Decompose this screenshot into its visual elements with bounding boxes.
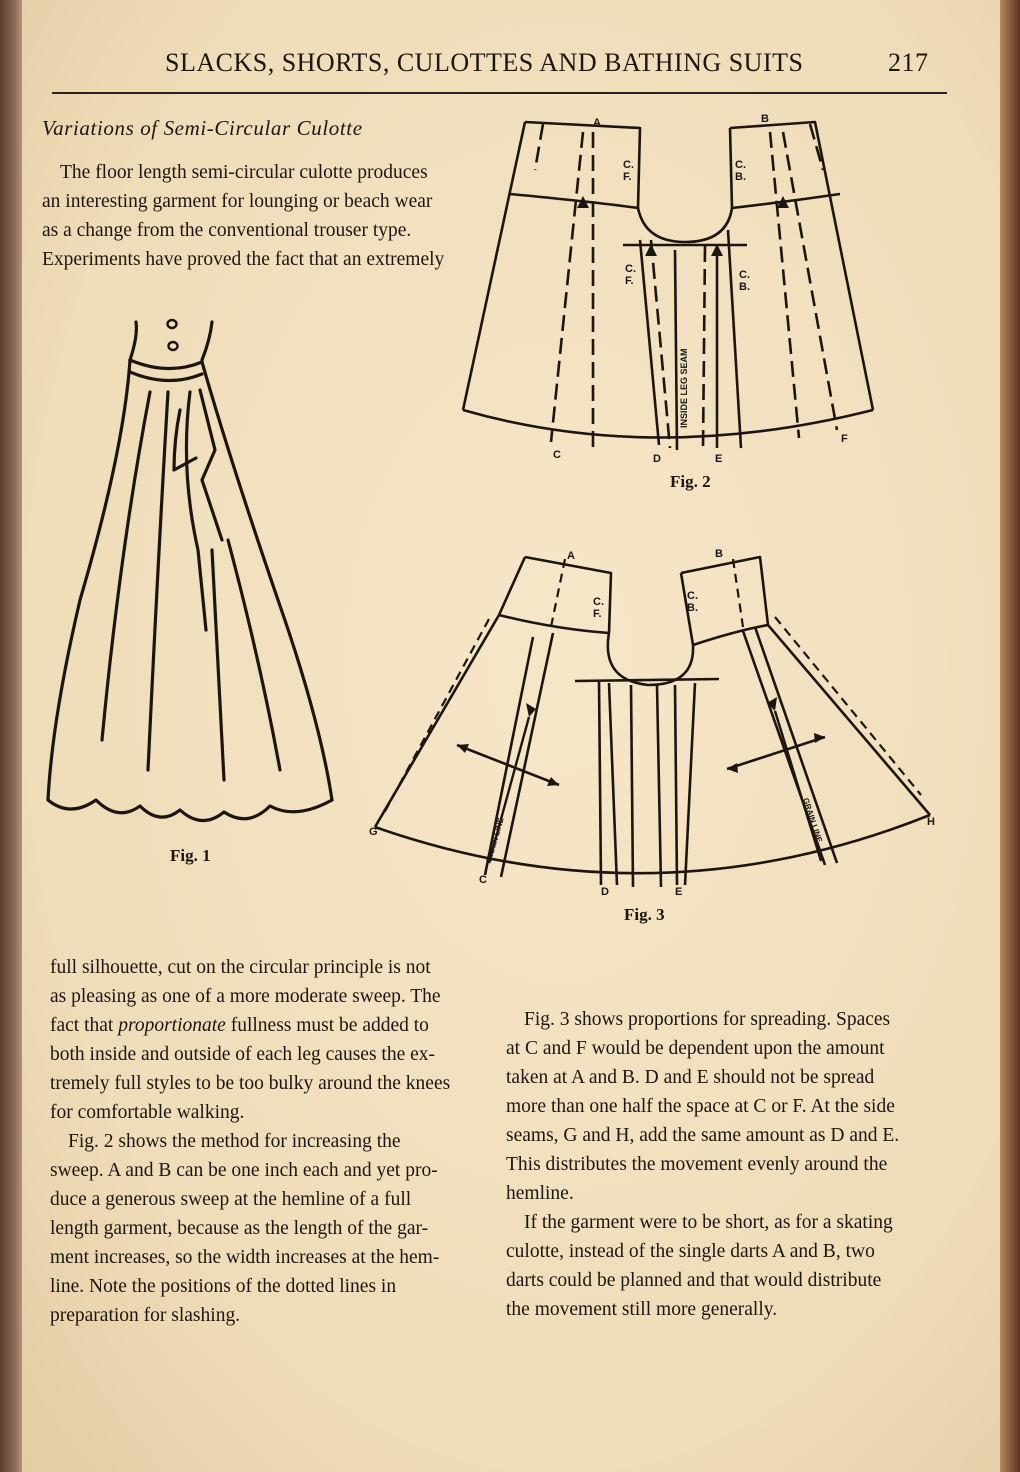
- fig3-cf: C.: [593, 596, 604, 608]
- fig2-cb-mid: C.: [739, 269, 750, 281]
- text-line: culotte, instead of the single darts A and B, two: [506, 1241, 875, 1262]
- page-edge: [1000, 0, 1020, 1472]
- fig2-cb-top: C.: [735, 159, 746, 171]
- fig3-pattern-drawing: [365, 545, 945, 905]
- fig3-label-c: C: [479, 874, 487, 886]
- right-column-text: [506, 1005, 942, 1324]
- fig3-label-g: G: [369, 826, 378, 838]
- text-line: taken at A and B. D and E should not be spread: [506, 1067, 875, 1088]
- fig2-pattern-drawing: [455, 110, 875, 470]
- emphasis-word: proportionate: [118, 1015, 226, 1036]
- fig3-cb: C.: [687, 590, 698, 602]
- text-line: length garment, because as the length of the gar-: [50, 1218, 429, 1239]
- header-rule: [52, 92, 947, 94]
- fig2-label-f: F: [841, 433, 848, 445]
- text-line: full silhouette, cut on the circular principle is not: [50, 957, 431, 978]
- left-column-text: [50, 953, 484, 1330]
- text-line: ment increases, so the width increases at the hem-: [50, 1247, 440, 1268]
- fig1-culotte-drawing: [40, 300, 350, 845]
- fig3-label-e: E: [675, 886, 683, 898]
- text-fragment: fact that: [50, 1015, 114, 1036]
- text-line: seams, G and H, add the same amount as D and E.: [506, 1125, 900, 1146]
- text-line: as pleasing as one of a more moderate sweep. The: [50, 986, 441, 1007]
- text-line: the movement still more generally.: [506, 1299, 778, 1320]
- fig3-cb: B.: [687, 602, 698, 614]
- text-line: darts could be planned and that would distribute: [506, 1270, 882, 1291]
- page-number: 217: [888, 48, 929, 77]
- fig2-inside-leg-seam: INSIDE LEG SEAM: [679, 348, 689, 428]
- fig2-label-c: C: [553, 449, 561, 461]
- fig2-cb-mid: B.: [739, 281, 750, 293]
- text-line: for comfortable walking.: [50, 1102, 245, 1123]
- text-line: an interesting garment for lounging or beach wear: [42, 191, 433, 212]
- fig2-label-b: B: [761, 113, 769, 125]
- text-line: [50, 1011, 484, 1040]
- text-line: as a change from the conventional trouser type.: [42, 220, 412, 241]
- fig2-cf-mid: F.: [625, 275, 634, 287]
- text-line: Experiments have proved the fact that an extremely: [42, 249, 445, 270]
- section-title: Variations of Semi-Circular Culotte: [42, 116, 363, 140]
- button-icon: [169, 342, 178, 350]
- text-line: line. Note the positions of the dotted lines in: [50, 1276, 397, 1297]
- running-head: SLACKS, SHORTS, CULOTTES AND BATHING SUITS: [165, 48, 804, 77]
- fig1-caption: Fig. 1: [170, 846, 211, 865]
- text-line: tremely full styles to be too bulky around the knees: [50, 1073, 451, 1094]
- text-line: The floor length semi-circular culotte produces: [60, 162, 428, 183]
- text-line: Fig. 2 shows the method for increasing the: [68, 1131, 401, 1152]
- fig2-cb-top: B.: [735, 171, 746, 183]
- fig2-cf-mid: C.: [625, 263, 636, 275]
- intro-paragraph: [42, 158, 474, 274]
- fig3-label-a: A: [567, 550, 575, 562]
- fig2-caption: Fig. 2: [670, 472, 711, 491]
- text-line: sweep. A and B can be one inch each and yet pro-: [50, 1160, 438, 1181]
- fig3-label-d: D: [601, 886, 609, 898]
- button-icon: [168, 320, 177, 328]
- fig3-cf: F.: [593, 608, 602, 620]
- fig2-label-a: A: [593, 117, 601, 129]
- fig3-label-b: B: [715, 548, 723, 560]
- fig2-label-d: D: [653, 453, 661, 465]
- text-line: hemline.: [506, 1183, 574, 1204]
- text-line: This distributes the movement evenly around the: [506, 1154, 888, 1175]
- text-line: preparation for slashing.: [50, 1305, 241, 1326]
- text-line: If the garment were to be short, as for a skating: [524, 1212, 893, 1233]
- fig3-grain-line-left: GRAIN LINE: [484, 816, 506, 864]
- text-line: both inside and outside of each leg causes the ex-: [50, 1044, 436, 1065]
- fig2-label-e: E: [715, 453, 723, 465]
- fig2-cf-top: F.: [623, 171, 632, 183]
- text-line: Fig. 3 shows proportions for spreading. Spaces: [524, 1009, 891, 1030]
- fig2-cf-top: C.: [623, 159, 634, 171]
- text-line: duce a generous sweep at the hemline of a full: [50, 1189, 412, 1210]
- fig3-grain-line-right: GRAIN LINE: [801, 796, 824, 844]
- text-line: more than one half the space at C or F. At the side: [506, 1096, 895, 1117]
- text-line: at C and F would be dependent upon the amount: [506, 1038, 885, 1059]
- fig3-caption: Fig. 3: [624, 905, 665, 924]
- text-fragment: fullness must be added to: [230, 1015, 429, 1036]
- fig3-label-h: H: [927, 816, 935, 828]
